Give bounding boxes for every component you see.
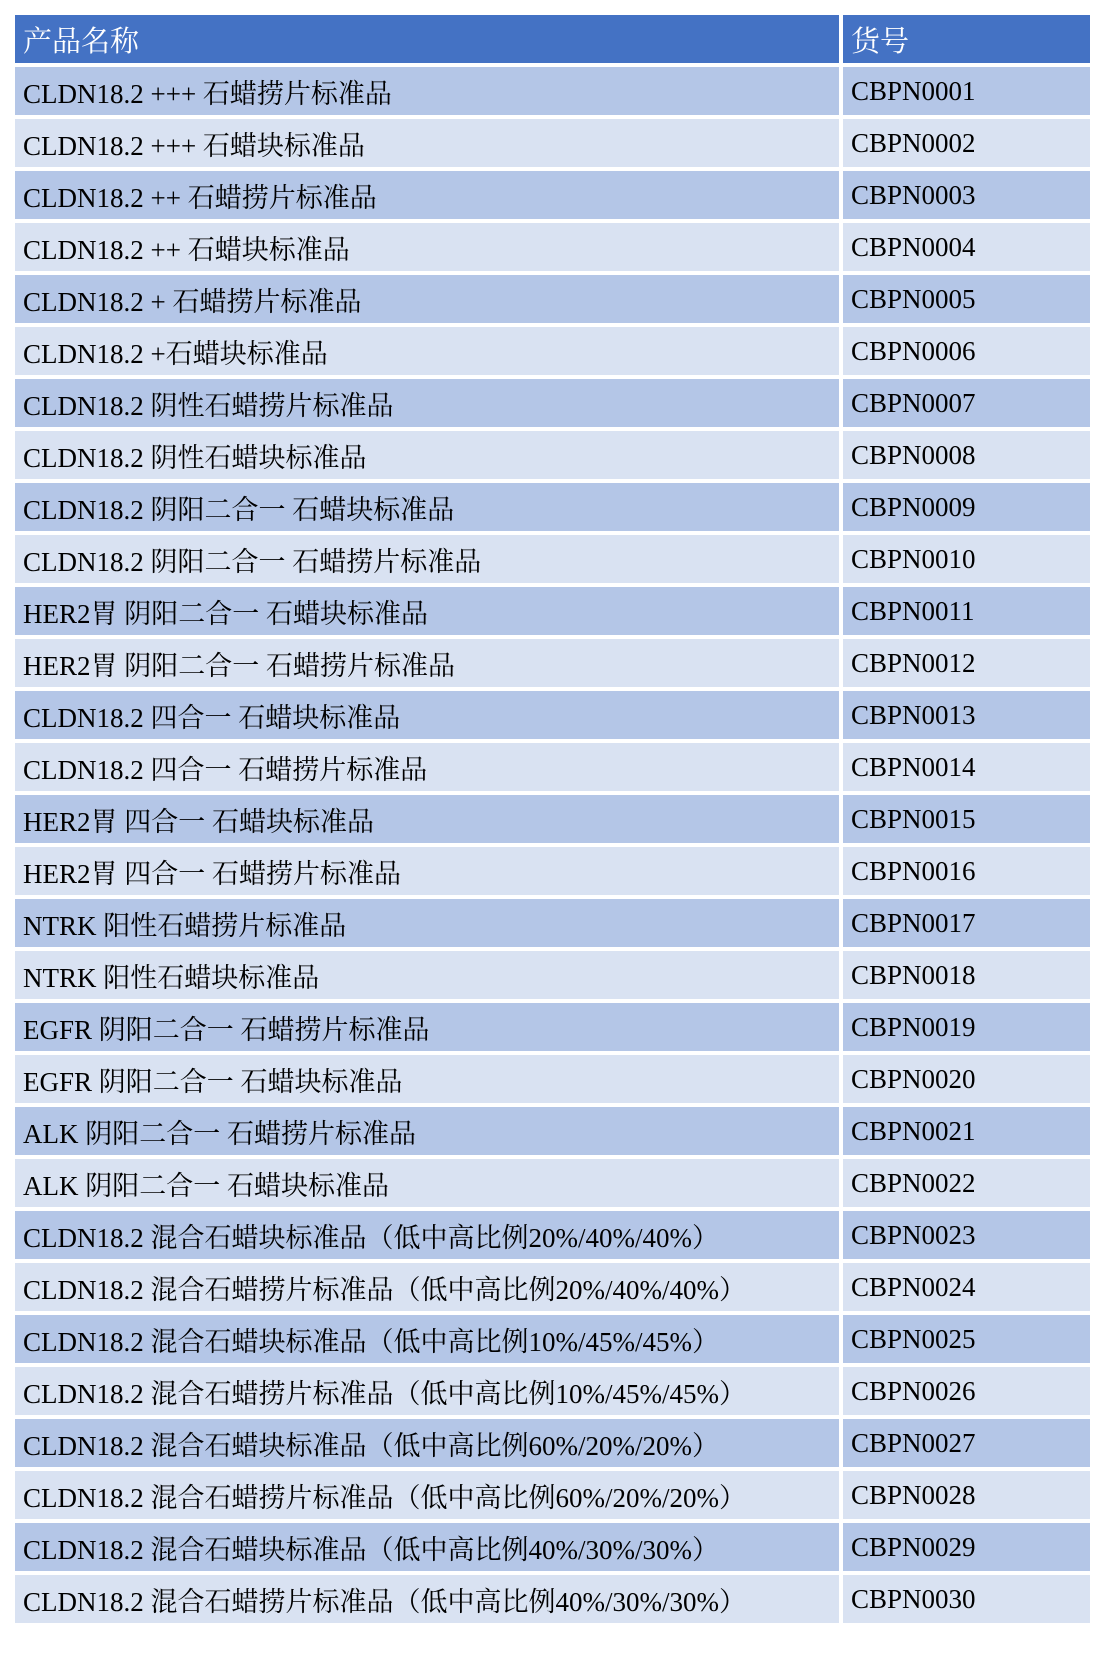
catalog-no-cell: CBPN0010 <box>843 535 1090 583</box>
table-header-row <box>15 15 1090 63</box>
product-name-cell: CLDN18.2 ++ 石蜡捞片标准品 <box>15 171 839 219</box>
table-row <box>15 1523 1090 1571</box>
catalog-no-cell: CBPN0016 <box>843 847 1090 895</box>
catalog-no-cell: CBPN0020 <box>843 1055 1090 1103</box>
catalog-no-cell: CBPN0003 <box>843 171 1090 219</box>
product-name-cell: CLDN18.2 混合石蜡捞片标准品（低中高比例60%/20%/20%） <box>15 1471 839 1519</box>
product-name-cell: CLDN18.2 阴阳二合一 石蜡块标准品 <box>15 483 839 531</box>
table-body <box>15 67 1090 1623</box>
product-name-cell: CLDN18.2 +++ 石蜡捞片标准品 <box>15 67 839 115</box>
table-row <box>15 1055 1090 1103</box>
catalog-no-cell: CBPN0004 <box>843 223 1090 271</box>
product-name-cell: HER2胃 四合一 石蜡捞片标准品 <box>15 847 839 895</box>
table-row <box>15 119 1090 167</box>
catalog-no-cell: CBPN0002 <box>843 119 1090 167</box>
product-name-cell: HER2胃 阴阳二合一 石蜡块标准品 <box>15 587 839 635</box>
table-row <box>15 1211 1090 1259</box>
table-row <box>15 431 1090 479</box>
product-name-cell: CLDN18.2 ++ 石蜡块标准品 <box>15 223 839 271</box>
table-row <box>15 899 1090 947</box>
product-name-cell: CLDN18.2 阴性石蜡块标准品 <box>15 431 839 479</box>
table-row <box>15 847 1090 895</box>
table-row <box>15 1003 1090 1051</box>
table-row <box>15 535 1090 583</box>
product-name-cell: NTRK 阳性石蜡捞片标准品 <box>15 899 839 947</box>
catalog-no-cell: CBPN0019 <box>843 1003 1090 1051</box>
catalog-no-cell: CBPN0017 <box>843 899 1090 947</box>
product-name-cell: CLDN18.2 混合石蜡块标准品（低中高比例20%/40%/40%） <box>15 1211 839 1259</box>
table-row <box>15 1315 1090 1363</box>
catalog-no-cell: CBPN0014 <box>843 743 1090 791</box>
table-row <box>15 1575 1090 1623</box>
product-catalog-table <box>11 11 1094 1627</box>
table-row <box>15 1419 1090 1467</box>
catalog-no-cell: CBPN0022 <box>843 1159 1090 1207</box>
product-name-cell: NTRK 阳性石蜡块标准品 <box>15 951 839 999</box>
table-row <box>15 1471 1090 1519</box>
table-row <box>15 171 1090 219</box>
table-row <box>15 379 1090 427</box>
catalog-no-cell: CBPN0015 <box>843 795 1090 843</box>
table-row <box>15 67 1090 115</box>
catalog-no-cell: CBPN0029 <box>843 1523 1090 1571</box>
product-name-cell: HER2胃 阴阳二合一 石蜡捞片标准品 <box>15 639 839 687</box>
catalog-no-cell: CBPN0005 <box>843 275 1090 323</box>
catalog-no-cell: CBPN0023 <box>843 1211 1090 1259</box>
catalog-no-cell: CBPN0013 <box>843 691 1090 739</box>
catalog-no-cell: CBPN0027 <box>843 1419 1090 1467</box>
catalog-no-cell: CBPN0021 <box>843 1107 1090 1155</box>
table-row <box>15 1159 1090 1207</box>
catalog-no-cell: CBPN0028 <box>843 1471 1090 1519</box>
catalog-no-cell: CBPN0024 <box>843 1263 1090 1311</box>
product-name-cell: CLDN18.2 四合一 石蜡块标准品 <box>15 691 839 739</box>
product-name-cell: CLDN18.2 混合石蜡块标准品（低中高比例10%/45%/45%） <box>15 1315 839 1363</box>
product-name-cell: CLDN18.2 混合石蜡块标准品（低中高比例60%/20%/20%） <box>15 1419 839 1467</box>
product-name-cell: CLDN18.2 + 石蜡捞片标准品 <box>15 275 839 323</box>
product-name-cell: CLDN18.2 四合一 石蜡捞片标准品 <box>15 743 839 791</box>
table-row <box>15 951 1090 999</box>
product-name-cell: ALK 阴阳二合一 石蜡捞片标准品 <box>15 1107 839 1155</box>
table-row <box>15 1367 1090 1415</box>
catalog-no-cell: CBPN0025 <box>843 1315 1090 1363</box>
table-row <box>15 223 1090 271</box>
product-name-cell: HER2胃 四合一 石蜡块标准品 <box>15 795 839 843</box>
product-name-cell: EGFR 阴阳二合一 石蜡捞片标准品 <box>15 1003 839 1051</box>
product-name-cell: CLDN18.2 混合石蜡块标准品（低中高比例40%/30%/30%） <box>15 1523 839 1571</box>
catalog-no-cell: CBPN0008 <box>843 431 1090 479</box>
product-name-cell: CLDN18.2 +石蜡块标准品 <box>15 327 839 375</box>
product-name-cell: ALK 阴阳二合一 石蜡块标准品 <box>15 1159 839 1207</box>
catalog-no-cell: CBPN0018 <box>843 951 1090 999</box>
catalog-no-cell: CBPN0001 <box>843 67 1090 115</box>
table-row <box>15 483 1090 531</box>
product-name-cell: CLDN18.2 阴阳二合一 石蜡捞片标准品 <box>15 535 839 583</box>
product-name-cell: CLDN18.2 阴性石蜡捞片标准品 <box>15 379 839 427</box>
table-row <box>15 795 1090 843</box>
table-row <box>15 743 1090 791</box>
table-row <box>15 1263 1090 1311</box>
product-name-cell: CLDN18.2 混合石蜡捞片标准品（低中高比例10%/45%/45%） <box>15 1367 839 1415</box>
table-row <box>15 639 1090 687</box>
table-row <box>15 1107 1090 1155</box>
catalog-no-cell: CBPN0026 <box>843 1367 1090 1415</box>
table-row <box>15 327 1090 375</box>
catalog-no-cell: CBPN0030 <box>843 1575 1090 1623</box>
table-header-product-name: 产品名称 <box>15 15 839 63</box>
catalog-no-cell: CBPN0006 <box>843 327 1090 375</box>
catalog-no-cell: CBPN0009 <box>843 483 1090 531</box>
product-name-cell: CLDN18.2 混合石蜡捞片标准品（低中高比例40%/30%/30%） <box>15 1575 839 1623</box>
product-name-cell: CLDN18.2 +++ 石蜡块标准品 <box>15 119 839 167</box>
table-row <box>15 691 1090 739</box>
table-header-catalog-no: 货号 <box>843 15 1090 63</box>
table-row <box>15 587 1090 635</box>
product-name-cell: EGFR 阴阳二合一 石蜡块标准品 <box>15 1055 839 1103</box>
catalog-no-cell: CBPN0011 <box>843 587 1090 635</box>
product-name-cell: CLDN18.2 混合石蜡捞片标准品（低中高比例20%/40%/40%） <box>15 1263 839 1311</box>
catalog-no-cell: CBPN0012 <box>843 639 1090 687</box>
table-row <box>15 275 1090 323</box>
catalog-no-cell: CBPN0007 <box>843 379 1090 427</box>
